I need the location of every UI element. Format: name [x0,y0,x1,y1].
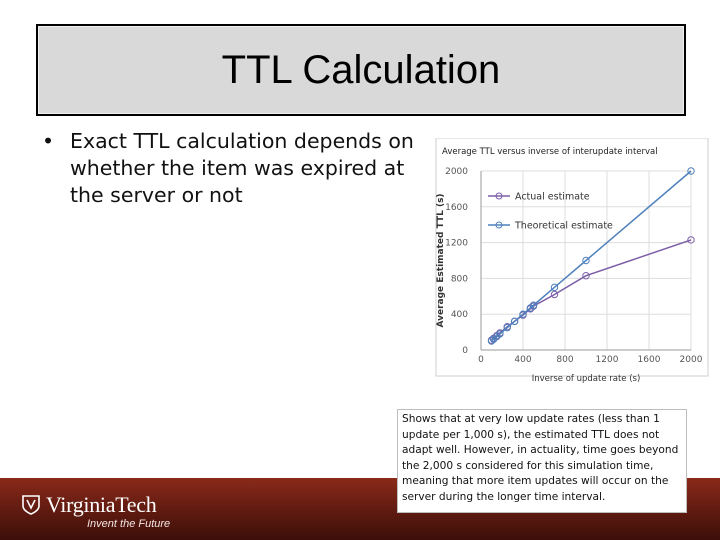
y-tick-label: 1200 [445,238,468,249]
x-axis-label: Inverse of update rate (s) [531,374,641,384]
y-tick-label: 0 [462,346,468,356]
explanation-note: Shows that at very low update rates (less than 1 update per 1,000 s), the estimated TTL does not adapt well. However, in actuality, time goes beyond the 2,000 s considered for this simulation time, meaning that more item updates will occur on the server during the longer time interval. [397,409,687,513]
vt-shield-icon [22,495,40,515]
x-tick-label: 1200 [595,355,619,365]
y-axis-label: Average Estimated TTL (s) [436,193,446,328]
chart-title: Average TTL versus inverse of interupdate interval [442,147,658,157]
y-tick-label: 2000 [445,167,468,177]
chart-border [436,138,708,376]
series-line-0 [492,240,692,340]
bullet-text: Exact TTL calculation depends on whether the item was expired at the server or not [70,129,414,207]
slide-title: TTL Calculation [221,47,501,92]
legend-label: Theoretical estimate [515,220,613,232]
x-tick-label: 400 [514,355,532,365]
virginia-tech-logo [22,492,192,536]
y-tick-label: 400 [450,310,468,321]
x-tick-label: 0 [478,355,484,365]
x-tick-label: 2000 [679,355,703,365]
bullet-point [42,128,442,209]
x-tick-label: 1600 [637,355,661,365]
bullet-marker: • [42,129,55,153]
legend-label: Actual estimate [515,191,590,203]
slide-title-box [36,24,686,116]
logo-text: VirginiaTech [46,492,157,517]
y-tick-label: 1600 [445,202,468,213]
logo-tagline: Invent the Future [87,518,171,530]
y-tick-label: 800 [450,274,468,285]
x-tick-label: 800 [556,355,574,365]
ttl-chart [426,138,710,388]
chart-canvas [426,138,710,388]
